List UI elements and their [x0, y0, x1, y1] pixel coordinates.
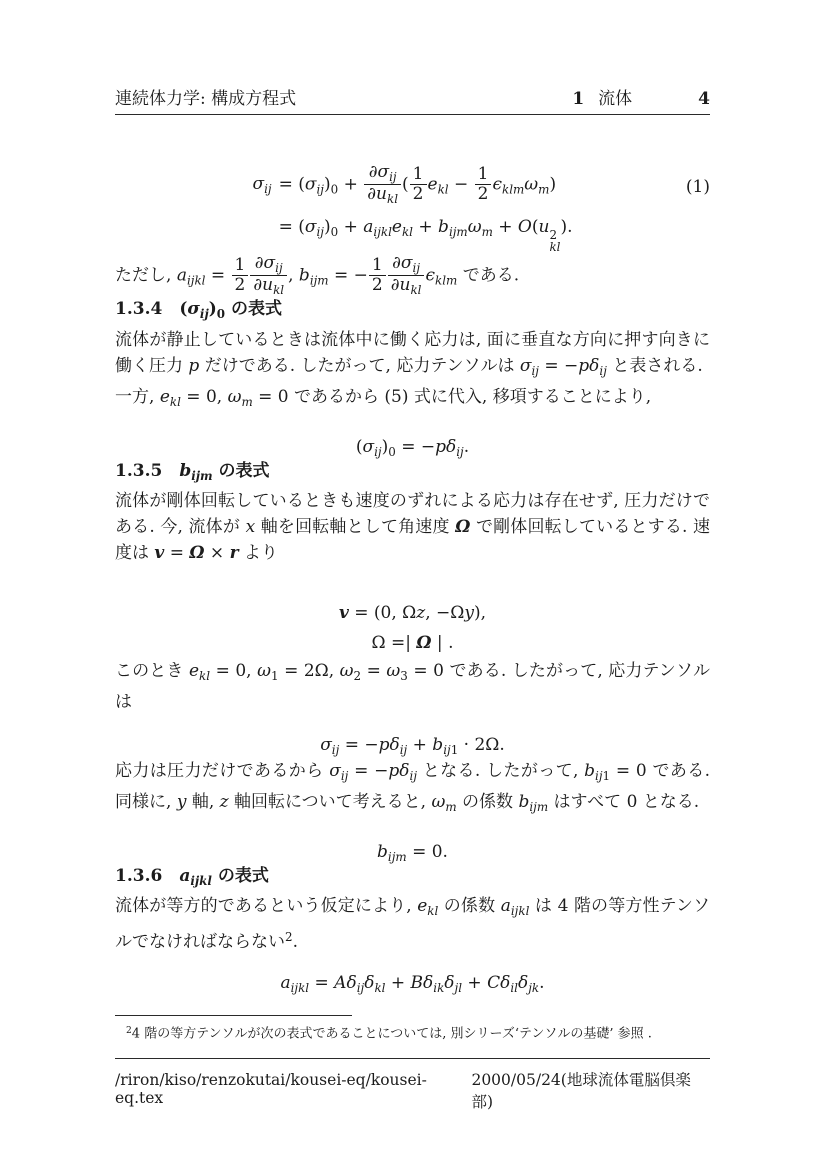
header-page-number: 4	[698, 89, 710, 109]
text-run: = −	[328, 264, 368, 285]
math-subscript: ijkl	[186, 273, 206, 288]
math-subscript: kl	[410, 283, 422, 298]
text-run: はすべて 0 となる.	[548, 791, 700, 812]
text-run: +	[338, 216, 364, 237]
math-subscript: ij	[531, 363, 539, 378]
text-run: = −	[538, 355, 579, 376]
text-run: と表される.	[606, 355, 703, 376]
math-subscript: 0	[330, 182, 339, 197]
text-run: 軸を回転軸として角速度	[255, 517, 456, 538]
footer-date-credit: 2000/05/24(地球流体電脳倶楽部)	[471, 1070, 691, 1111]
math-subscript: ij	[199, 307, 209, 322]
text-run: Ω	[402, 603, 417, 624]
equation-sigma-rotation	[115, 735, 710, 757]
math-variable: p	[578, 355, 590, 376]
text-run: =	[278, 216, 299, 237]
text-run: 1	[234, 254, 246, 275]
math-variable: b	[432, 735, 444, 756]
math-variable: a	[363, 216, 374, 237]
text-run: = 0	[252, 386, 289, 407]
text-run: (	[298, 174, 305, 195]
subscript	[549, 241, 560, 254]
text-run: =|	[385, 633, 417, 654]
math-variable: a	[179, 866, 191, 887]
text-run: =	[164, 543, 190, 564]
paragraph-1-3-6	[115, 893, 710, 955]
math-variable: b	[298, 264, 310, 285]
math-subscript: 2	[353, 669, 362, 684]
text-run: +	[338, 174, 364, 195]
math-vector: Ω	[416, 633, 432, 654]
math-variable: ϵ	[425, 264, 435, 285]
header-section-name: 流体	[598, 89, 633, 109]
header-title: 連続体力学: 構成方程式	[115, 89, 297, 109]
math-variable: σ	[320, 735, 332, 756]
math-subscript: ij	[331, 743, 340, 758]
math-vector: Ω	[189, 543, 205, 564]
fraction-denominator	[364, 184, 401, 206]
text-run: 2	[549, 227, 558, 242]
math-variable: e	[391, 216, 402, 237]
text-run: ×	[204, 543, 230, 564]
text-run: 1.3.4	[115, 299, 180, 320]
math-vector: v	[338, 603, 349, 624]
text-run: | .	[431, 633, 454, 654]
fraction-numerator	[369, 256, 386, 275]
equation-sigma0	[115, 437, 710, 459]
math-subscript: 3	[400, 669, 408, 684]
fraction-numerator	[364, 163, 401, 184]
equation-1-block	[115, 163, 710, 254]
math-subscript: ij	[356, 981, 365, 996]
equation-number: (1)	[685, 177, 710, 197]
text-run: Ω	[371, 633, 386, 654]
fraction-numerator	[475, 165, 492, 184]
math-subscript: ij	[409, 768, 418, 783]
paragraph-ouryoku	[115, 758, 710, 820]
math-subscript: ij	[443, 743, 451, 758]
math-subscript: kl	[387, 192, 399, 207]
math-subscript: ijm	[191, 469, 213, 484]
footer-file-path: /riron/kiso/renzokutai/kousei-eq/kousei-eq.tex	[115, 1070, 427, 1107]
math-subscript: 0	[216, 307, 226, 322]
text-run: 2	[412, 184, 424, 205]
text-run: .	[539, 973, 545, 994]
math-variable: ∂σ	[368, 162, 390, 182]
superscript: 2	[126, 1026, 132, 1037]
math-subscript: kl	[374, 981, 386, 996]
document-body	[115, 163, 710, 995]
header-section-number: 1	[572, 89, 585, 109]
text-run: ,	[288, 264, 299, 285]
math-variable: δ	[364, 973, 375, 994]
math-variable: ∂u	[390, 274, 411, 295]
math-subscript: ij	[316, 225, 324, 240]
math-variable: p	[388, 760, 400, 781]
math-subscript: ij	[374, 445, 382, 460]
math-subscript: ijkl	[373, 225, 392, 240]
math-subscript: m	[445, 799, 457, 814]
equation-velocity	[115, 598, 710, 658]
math-subscript: ij	[399, 743, 408, 758]
text-run: 流体が等方的であるという仮定により,	[115, 896, 418, 917]
math-variable: p	[435, 436, 446, 457]
math-variable: a	[176, 264, 187, 285]
math-variable: a	[500, 896, 511, 917]
fraction	[475, 165, 492, 204]
text-run: = 0 である. 同様に,	[115, 760, 711, 812]
text-run: 2	[234, 274, 246, 295]
fraction	[388, 254, 425, 298]
page-footer	[115, 1058, 710, 1112]
math-variable: u	[538, 216, 550, 237]
math-vector: v	[154, 543, 165, 564]
math-variable: x	[245, 517, 256, 538]
math-variable: kl	[549, 240, 561, 254]
text-run: ),	[474, 603, 487, 624]
math-variable: O	[517, 216, 532, 237]
paragraph-1-3-5	[115, 488, 710, 566]
equation-lhs	[252, 174, 271, 196]
math-variable: ϵ	[492, 174, 502, 195]
fraction-denominator	[388, 275, 425, 297]
math-variable: σ	[304, 174, 317, 195]
text-run: (	[355, 436, 363, 457]
page-header	[115, 84, 710, 115]
math-variable: ∂u	[367, 184, 388, 205]
text-run: の係数	[438, 896, 501, 917]
text-run: 一方,	[115, 386, 160, 407]
fraction-denominator	[410, 184, 427, 204]
math-variable: ω	[386, 661, 401, 682]
math-vector: r	[229, 543, 239, 564]
text-run: · 2Ω.	[458, 735, 505, 756]
math-variable: A	[334, 973, 347, 994]
math-subscript: ijm	[387, 850, 407, 865]
math-variable: p	[378, 735, 390, 756]
math-subscript: 1	[270, 669, 279, 684]
text-run: 流体が剛体回転しているときも速度のずれによる応力は存在せず, 圧力だけである. 今, 流体が	[115, 491, 710, 538]
text-run: の表式	[211, 866, 269, 887]
subsection-heading-1-3-6	[115, 864, 710, 893]
text-run: =	[361, 661, 387, 682]
math-variable: δ	[423, 973, 434, 994]
math-variable: e	[417, 896, 428, 917]
math-subscript: ijm	[529, 799, 549, 814]
math-subscript: ij	[264, 182, 272, 197]
math-subscript: kl	[401, 225, 413, 240]
text-run: )	[323, 216, 331, 237]
text-run: .	[292, 932, 298, 953]
math-variable: σ	[252, 174, 265, 195]
text-run: (	[179, 299, 188, 320]
subsection-heading-1-3-5	[115, 459, 710, 488]
text-run: より	[238, 543, 278, 564]
subsection-heading-1-3-4	[115, 297, 710, 326]
text-run: = (0,	[348, 603, 403, 624]
math-subscript: m	[241, 394, 253, 409]
fraction-denominator	[475, 184, 492, 204]
math-variable: b	[518, 791, 530, 812]
text-run: 軸回転について考えると,	[228, 791, 432, 812]
math-subscript: ij	[412, 260, 421, 275]
math-subscript: ij	[389, 170, 397, 185]
sup-sub-stack	[549, 229, 560, 254]
math-variable: δ	[500, 973, 511, 994]
fraction	[410, 165, 427, 204]
math-variable: σ	[304, 216, 317, 237]
equation-aijkl-isotropic	[115, 973, 710, 995]
text-run: 1	[477, 164, 489, 185]
text-run: = −	[339, 735, 379, 756]
text-run: +	[385, 973, 411, 994]
text-run: の係数	[456, 791, 519, 812]
math-subscript: kl	[437, 182, 449, 197]
text-run: = −	[348, 760, 389, 781]
text-run: = 0.	[406, 841, 448, 862]
math-subscript: klm	[502, 182, 525, 197]
math-variable: σ	[362, 436, 375, 457]
math-variable: b	[179, 461, 192, 482]
text-run: 軸,	[186, 791, 220, 812]
math-variable: ω	[431, 791, 446, 812]
text-run: (	[402, 174, 409, 195]
math-variable: ω	[257, 661, 271, 682]
fraction	[364, 163, 401, 207]
text-run: Ω	[450, 603, 465, 624]
math-variable: ω	[524, 174, 539, 195]
math-subscript: kl	[169, 394, 181, 409]
math-variable: δ	[346, 973, 357, 994]
text-run: 1	[371, 254, 383, 275]
math-variable: C	[487, 973, 501, 994]
math-subscript: ijkl	[190, 874, 212, 889]
math-variable: p	[188, 355, 200, 376]
text-run: ただし,	[115, 264, 177, 285]
text-run: である.	[457, 264, 520, 285]
text-run: )	[381, 436, 389, 457]
math-variable: b	[377, 841, 388, 862]
math-variable: δ	[446, 436, 457, 457]
math-subscript: jl	[454, 981, 463, 996]
text-run: =	[309, 973, 335, 994]
math-subscript: 1	[602, 768, 611, 783]
equation-omega	[115, 628, 710, 658]
footnote-rule	[115, 1015, 352, 1016]
math-subscript: ij	[316, 182, 324, 197]
text-run: .	[567, 216, 573, 237]
text-run: 応力は圧力だけであるから	[115, 760, 330, 781]
text-run: = 0,	[180, 386, 228, 407]
text-run: このとき	[115, 661, 189, 682]
math-subscript: ij	[456, 445, 464, 460]
math-variable: ω	[227, 386, 242, 407]
math-variable: b	[584, 760, 596, 781]
text-run: =	[278, 174, 299, 195]
text-run: =	[205, 264, 231, 285]
fraction-denominator	[369, 275, 386, 295]
fraction-denominator	[250, 275, 287, 297]
math-subscript: m	[481, 225, 493, 240]
math-subscript: 0	[330, 225, 339, 240]
math-subscript: ijkl	[290, 981, 310, 996]
math-variable: b	[438, 216, 449, 237]
math-subscript: 1	[450, 743, 459, 758]
fraction	[250, 254, 287, 298]
math-subscript: 0	[388, 445, 396, 460]
math-subscript: ij	[599, 363, 607, 378]
text-run: +	[407, 735, 433, 756]
text-run: であるから (5) 式に代入, 移項することにより,	[288, 386, 652, 407]
text-run: で剛体回転しているとする. 速度は	[115, 517, 710, 564]
math-subscript: m	[538, 182, 550, 197]
math-variable: δ	[389, 735, 400, 756]
math-variable: ω	[467, 216, 482, 237]
text-run: , −	[425, 603, 451, 624]
text-run: +	[492, 216, 518, 237]
paragraph-1-3-4	[115, 327, 710, 415]
math-variable: σ	[187, 299, 200, 320]
math-subscript: ijm	[309, 273, 329, 288]
equation-rhs	[279, 163, 557, 207]
text-run: = 0 である. したがって, 応力テンソルは	[115, 661, 710, 713]
text-run: 1.3.6	[115, 866, 180, 887]
text-run: 1.3.5	[115, 461, 180, 482]
text-run: 流体が静止しているときは流体中に働く応力は, 面に垂直な方向に押す向きに働く圧力	[115, 329, 710, 376]
math-variable: ∂σ	[254, 252, 276, 273]
math-variable: z	[416, 603, 426, 624]
text-run: (	[531, 216, 539, 237]
math-variable: a	[280, 973, 291, 994]
math-variable: δ	[399, 760, 410, 781]
math-variable: ∂σ	[392, 252, 413, 273]
text-run: +	[412, 216, 439, 237]
math-subscript: ijkl	[510, 904, 530, 919]
aligned-equation	[252, 163, 572, 254]
fraction-numerator	[410, 165, 427, 184]
footnote-text	[115, 1021, 710, 1045]
equation-rhs	[279, 217, 573, 254]
text-run: (	[298, 216, 305, 237]
text-run: の表式	[225, 299, 282, 320]
paragraph-tadashi	[115, 254, 710, 298]
text-run: 2	[477, 184, 489, 205]
math-subscript: kl	[199, 669, 211, 684]
superscript: 2	[285, 930, 293, 945]
math-variable: δ	[517, 973, 529, 994]
math-subscript: jk	[528, 981, 540, 996]
text-run: )	[549, 174, 557, 195]
text-run: )	[208, 299, 217, 320]
math-subscript: kl	[427, 904, 439, 919]
text-run: 1	[412, 164, 424, 185]
text-run: は 4 階の等方性テンソルでなければならない	[115, 896, 710, 953]
math-subscript: il	[510, 981, 518, 996]
fraction	[232, 256, 249, 295]
math-subscript: kl	[273, 283, 285, 298]
math-vector: Ω	[455, 517, 471, 538]
math-subscript: ij	[275, 260, 283, 275]
math-subscript: ij	[595, 768, 603, 783]
text-run: )	[560, 216, 568, 237]
math-subscript: ij	[340, 768, 349, 783]
text-run: = 0,	[210, 661, 258, 682]
math-variable: δ	[444, 973, 455, 994]
text-run: 4 階の等方テンソルが次の表式であることについては, 別シリーズ‘テンソルの基礎’ 参照 .	[131, 1026, 652, 1042]
text-run: の表式	[212, 461, 270, 482]
text-run: = −	[395, 436, 436, 457]
math-variable: B	[410, 973, 424, 994]
fraction-denominator	[232, 275, 249, 295]
header-right	[572, 84, 710, 109]
fraction-numerator	[250, 254, 287, 275]
math-variable: δ	[589, 355, 600, 376]
math-variable: ∂u	[253, 274, 274, 295]
math-variable: z	[219, 791, 229, 812]
fraction	[369, 256, 386, 295]
text-run: )	[323, 174, 331, 195]
fraction-numerator	[388, 254, 425, 275]
math-variable: σ	[519, 355, 532, 376]
text-run: +	[462, 973, 488, 994]
math-variable: y	[464, 603, 474, 624]
math-subscript: ijm	[448, 225, 468, 240]
math-variable: e	[188, 661, 200, 682]
math-variable: e	[427, 174, 438, 195]
math-subscript: klm	[435, 273, 458, 288]
math-variable: ω	[339, 661, 354, 682]
equation-v	[115, 598, 710, 628]
math-subscript: ik	[433, 981, 445, 996]
text-run: 2	[371, 274, 383, 295]
text-run: となる. したがって,	[417, 760, 585, 781]
math-variable: σ	[329, 760, 341, 781]
text-run: .	[463, 436, 470, 457]
math-variable: y	[176, 791, 187, 812]
math-variable: e	[159, 386, 170, 407]
text-run: = 2Ω,	[278, 661, 340, 682]
fraction-numerator	[232, 256, 249, 275]
paragraph-konotoki	[115, 658, 710, 715]
equation-bijm-zero	[115, 842, 710, 864]
text-run: −	[448, 174, 474, 195]
text-run: だけである. したがって, 応力テンソルは	[199, 355, 520, 376]
